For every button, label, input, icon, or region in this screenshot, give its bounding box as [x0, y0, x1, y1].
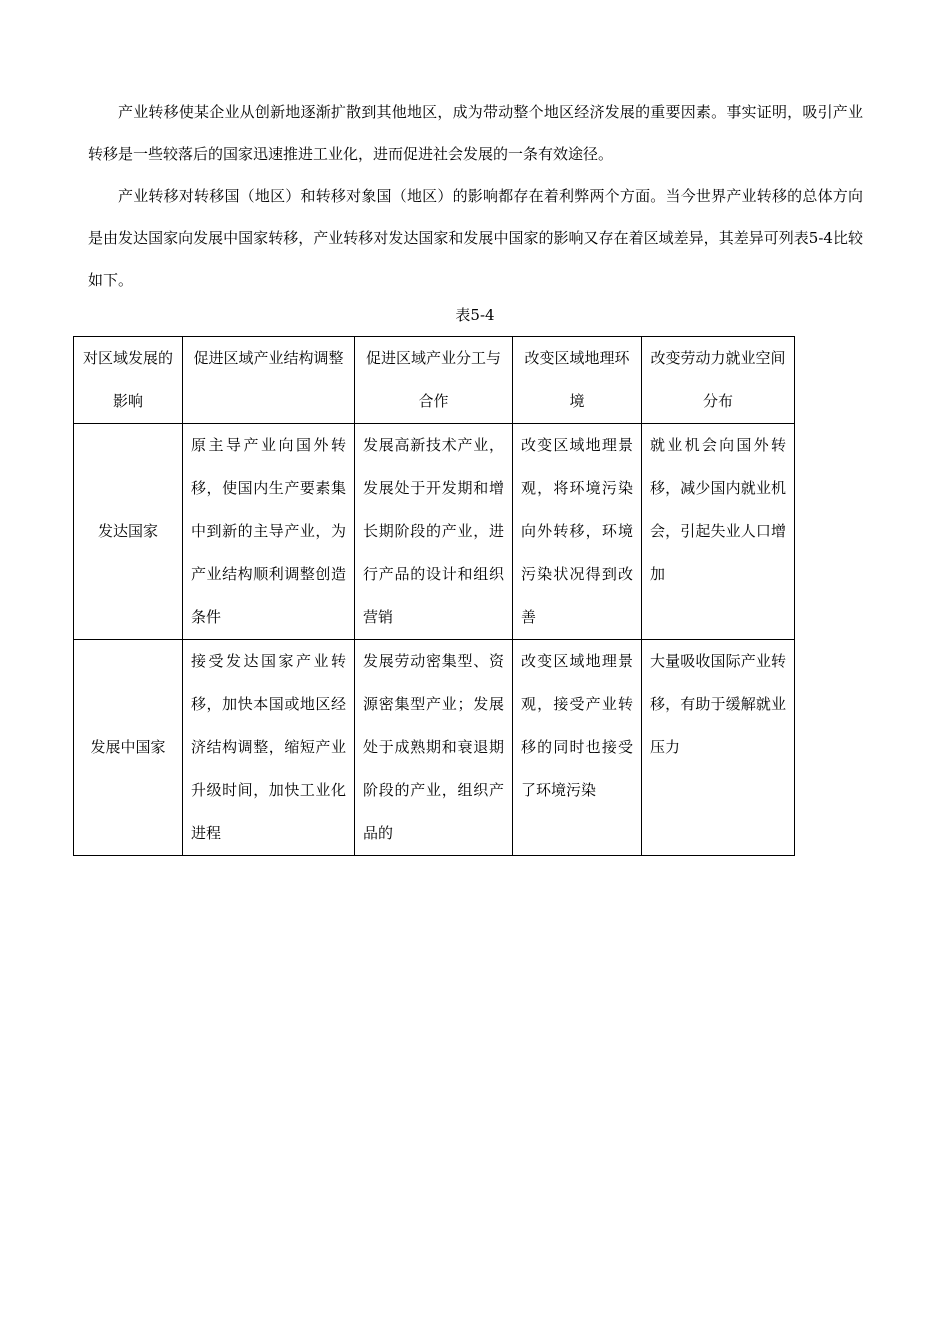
table-row-developed-countries: [74, 424, 795, 640]
table-cell: 改变区域地理景观，将环境污染向外转移，环境污染状况得到改善: [513, 424, 642, 640]
header-cell-geographic-environment: 改变区域地理环境: [513, 337, 642, 424]
table-cell: 接受发达国家产业转移，加快本国或地区经济结构调整，缩短产业升级时间，加快工业化进程: [183, 640, 355, 856]
header-cell-impact: 对区域发展的影响: [74, 337, 183, 424]
paragraph-industry-transfer-intro: 产业转移使某企业从创新地逐渐扩散到其他地区，成为带动整个地区经济发展的重要因素。事实证明，吸引产业转移是一些较落后的国家迅速推进工业化，进而促进社会发展的一条有效途径。: [88, 103, 863, 163]
table-header-row: [74, 337, 795, 424]
comparison-table: [73, 336, 795, 856]
row-label-developing: 发展中国家: [74, 640, 183, 856]
table-cell: 就业机会向国外转移，减少国内就业机会，引起失业人口增加: [642, 424, 795, 640]
table-caption: 表5-4: [455, 306, 495, 324]
header-cell-employment-distribution: 改变劳动力就业空间分布: [642, 337, 795, 424]
table-row-developing-countries: [74, 640, 795, 856]
paragraph-industry-transfer-impact: 产业转移对转移国（地区）和转移对象国（地区）的影响都存在着利弊两个方面。当今世界产业转移的总体方向是由发达国家向发展中国家转移，产业转移对发达国家和发展中国家的影响又存在着区域差异，其差异可列表5-4比较如下。: [88, 187, 863, 289]
header-cell-division-cooperation: 促进区域产业分工与合作: [355, 337, 513, 424]
table-cell: 大量吸收国际产业转移，有助于缓解就业压力: [642, 640, 795, 856]
header-cell-structure-adjustment: 促进区域产业结构调整: [183, 337, 355, 424]
table-cell: 原主导产业向国外转移，使国内生产要素集中到新的主导产业，为产业结构顺利调整创造条件: [183, 424, 355, 640]
table-cell: 改变区域地理景观，接受产业转移的同时也接受了环境污染: [513, 640, 642, 856]
table-cell: 发展劳动密集型、资源密集型产业；发展处于成熟期和衰退期阶段的产业，组织产品的: [355, 640, 513, 856]
row-label-developed: 发达国家: [74, 424, 183, 640]
table-cell: 发展高新技术产业，发展处于开发期和增长期阶段的产业，进行产品的设计和组织营销: [355, 424, 513, 640]
